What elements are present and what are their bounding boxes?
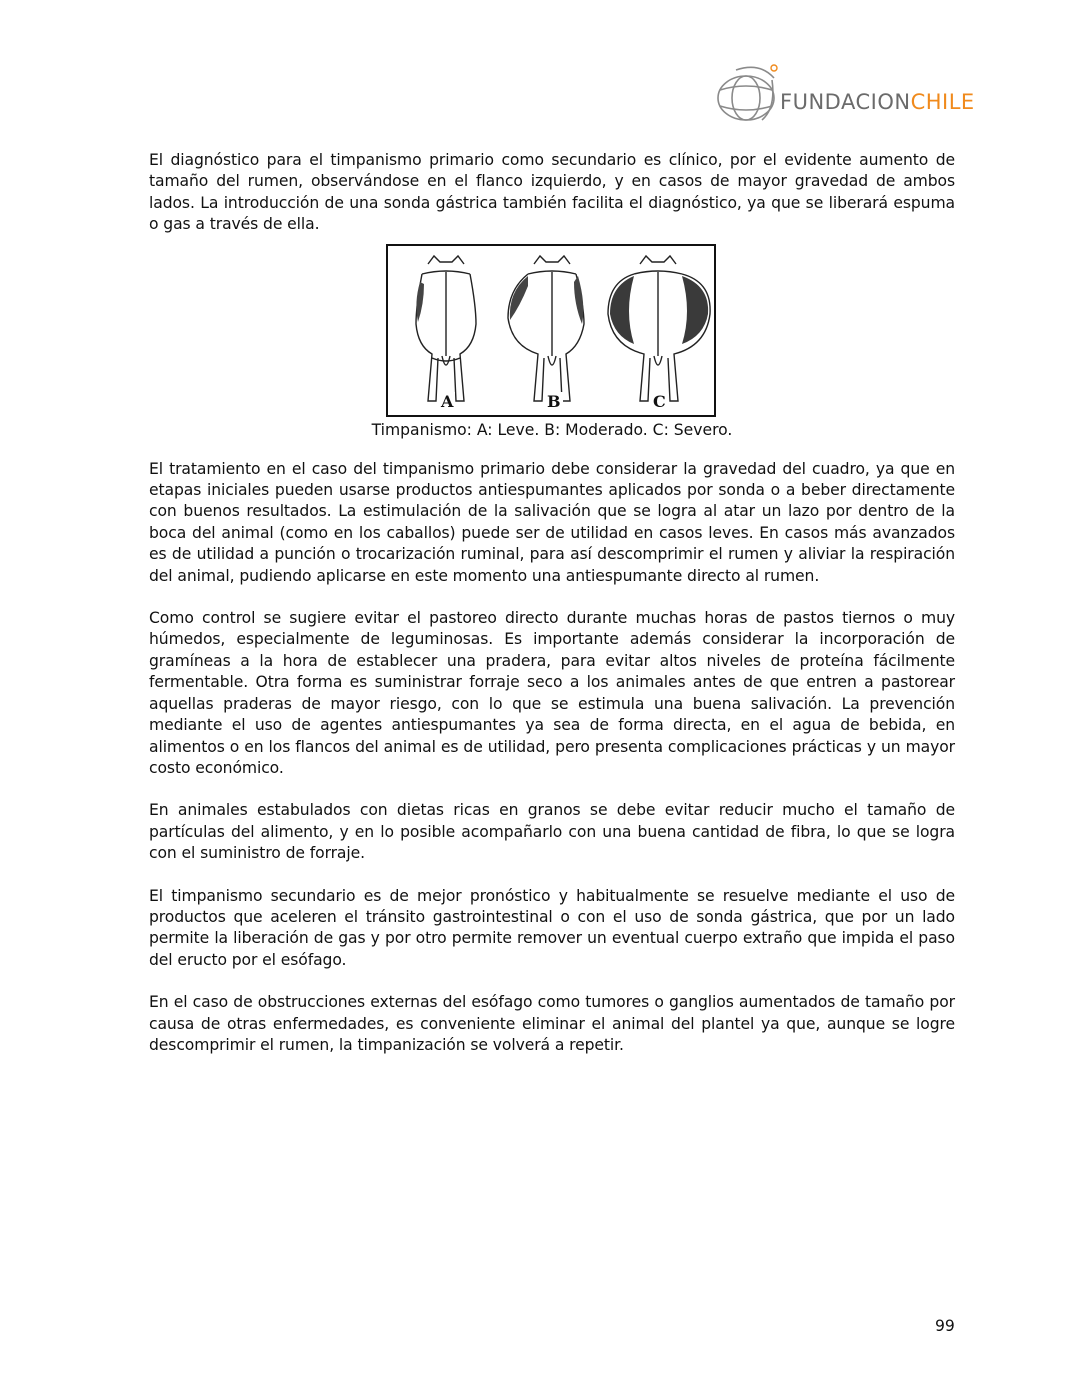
paragraph-grain-diets: En animales estabulados con dietas ricas en granos se debe evitar reducir mucho el tamaño de partículas del alimento, y en lo posible acompañarlo con una buena cantidad de fibra, lo que se logra con el suministro de forraje. xyxy=(149,801,955,863)
paragraph-diagnosis: El diagnóstico para el timpanismo primario como secundario es clínico, por el evidente aumento de tamaño del rumen, observándose en el flanco izquierdo, y en casos de mayor gravedad de ambos lados. La introducción de una sonda gástrica también facilita el diagnóstico, ya que se liberará espuma o gas a través de ella. xyxy=(149,151,955,234)
cow-c-left-flank-shading xyxy=(610,276,634,344)
cow-label-c: C xyxy=(653,391,666,411)
cow-b-right-flank-shading xyxy=(574,276,583,324)
document-body xyxy=(149,150,955,1056)
fundacion-chile-logo xyxy=(716,60,975,130)
paragraph-obstructions: En el caso de obstrucciones externas del esófago como tumores o ganglios aumentados de tamaño por causa de otras enfermedades, es conveniente eliminar el animal del plantel ya que, aunque se logre descomprimir el rumen, la timpanización se volverá a repetir. xyxy=(149,993,955,1054)
cow-label-b: B xyxy=(547,391,561,411)
paragraph-control: Como control se sugiere evitar el pastoreo directo durante muchas horas de pastos tiernos o muy húmedos, especialmente de leguminosas. Es importante además considerar la incorporación de gramíneas a la hora de establecer una pradera, para evitar altos niveles de proteína fácilmente fermentable. Otra forma es suministrar forraje seco a los animales antes de que entren a pastorear aquellas praderas de mayor riesgo, con lo que se estimula una buena salivación. La prevención mediante el uso de agentes antiespumantes ya sea de forma directa, en el agua de bebida, en alimentos o en los flancos del animal es de utilidad, pero presenta complicaciones prácticas y un mayor costo económico. xyxy=(149,609,955,777)
cow-rear-view-illustration xyxy=(388,246,714,415)
cow-a-drawing xyxy=(416,256,476,401)
page-number: 99 xyxy=(935,1317,955,1335)
paragraph-treatment: El tratamiento en el caso del timpanismo primario debe considerar la gravedad del cuadro, ya que en etapas iniciales pueden usarse productos antiespumantes aplicados por sonda o a beber directamente con buenos resultados. La estimulación de la salivación que se logra al atar un lazo por dentro de la boca del animal (como en los caballos) puede ser de utilidad en casos leves. En casos más avanzados es de utilidad a punción o trocarización ruminal, para así descomprimir el rumen y aliviar la respiración del animal, pudiendo aplicarse en este momento una antiespumante directo al rumen. xyxy=(149,459,955,585)
logo-text-chile: CHILE xyxy=(910,90,975,114)
cow-a-flank-shading xyxy=(416,282,424,322)
bloat-figure xyxy=(386,244,716,417)
figure-caption: Timpanismo: A: Leve. B: Moderado. C: Severo. xyxy=(371,420,733,439)
paragraph-secondary-bloat: El timpanismo secundario es de mejor pronóstico y habitualmente se resuelve mediante el uso de productos que aceleren el tránsito gastrointestinal o con el uso de sonda gástrica, que por un lado permite la liberación de gas y por otro permite remover un eventual cuerpo extraño que impida el paso del eructo por el esófago. xyxy=(149,886,955,969)
cow-b-drawing xyxy=(508,256,584,401)
logo-text-fundacion: FUNDACION xyxy=(780,90,911,114)
globe-swirl-icon xyxy=(716,60,786,130)
cow-label-a: A xyxy=(441,391,454,411)
